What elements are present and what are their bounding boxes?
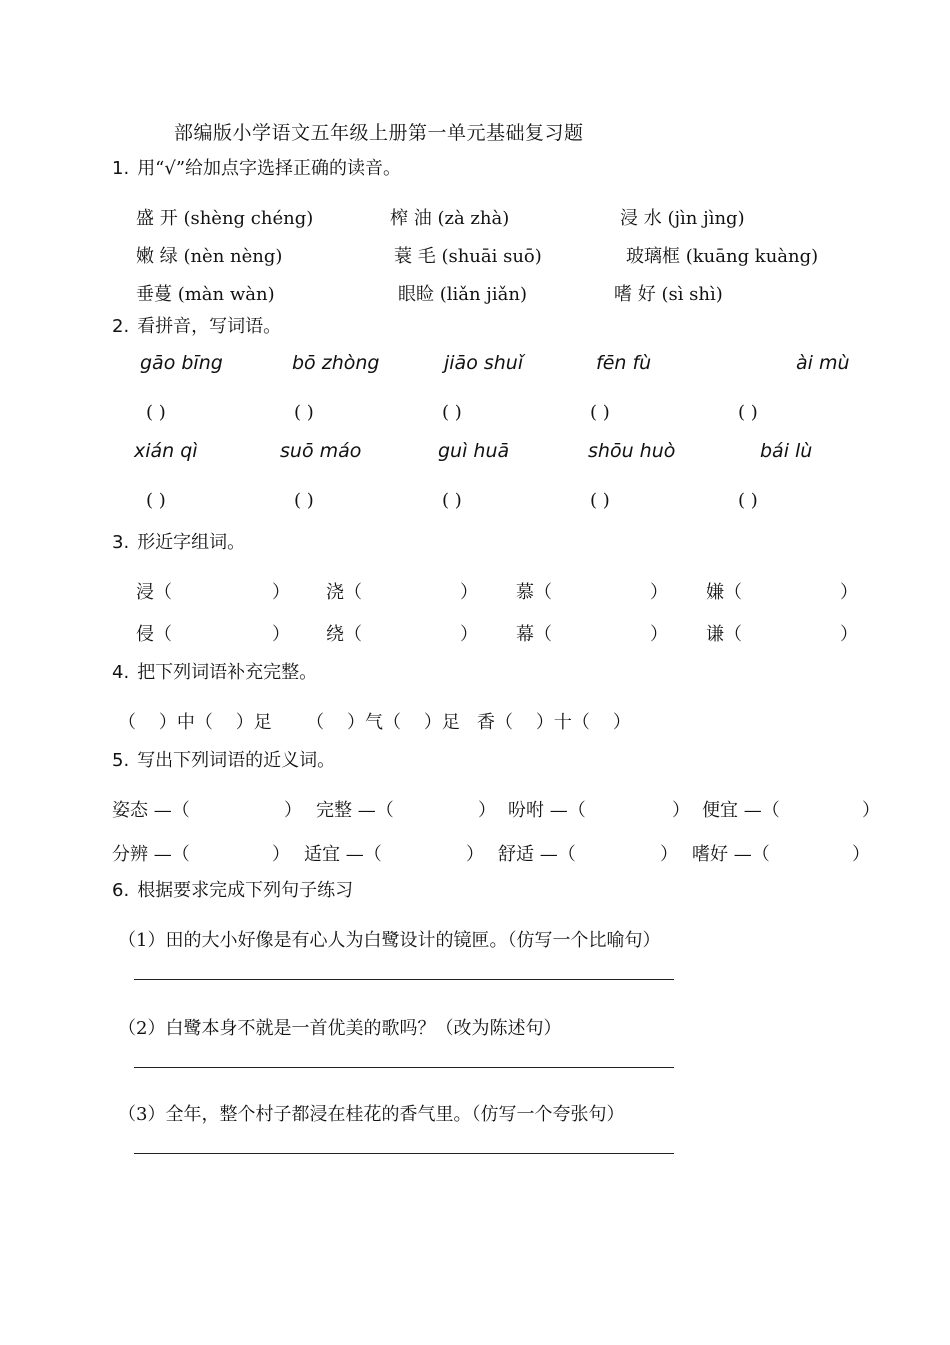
synonym-label: 完整 —（ — [316, 800, 394, 821]
answer-blank[interactable]: ( ) — [590, 402, 610, 423]
synonym-label: 吩咐 —（ — [508, 800, 586, 821]
word-blank-label: 浇（ — [326, 582, 362, 603]
close-paren: ） — [272, 624, 290, 645]
question-text: 写出下列词语的近义词。 — [137, 750, 336, 771]
pinyin-choice[interactable]: 嗜 好 (sì shì) — [614, 284, 723, 305]
word-blank-label: 谦（ — [706, 624, 742, 645]
answer-blank[interactable]: ( ) — [738, 490, 758, 511]
pinyin-word: guì huā — [438, 440, 510, 462]
word-blank-label: 幕（ — [516, 624, 552, 645]
pinyin-word: gāo bīng — [140, 352, 223, 374]
pinyin-word: ài mù — [796, 352, 850, 374]
close-paren: ） — [650, 624, 668, 645]
word-blank-label: 侵（ — [136, 624, 172, 645]
pinyin-choice[interactable]: 浸 水 (jìn jìng) — [620, 208, 745, 229]
answer-line[interactable] — [134, 1153, 674, 1154]
pinyin-choice[interactable]: 盛 开 (shèng chéng) — [136, 208, 314, 229]
word-blank-label: 浸（ — [136, 582, 172, 603]
sentence-item: （2）白鹭本身不就是一首优美的歌吗？（改为陈述句） — [118, 1018, 562, 1039]
close-paren: ） — [862, 800, 880, 821]
word-blank-label: 慕（ — [516, 582, 552, 603]
question-text: 形近字组词。 — [137, 532, 246, 553]
pinyin-choice[interactable]: 蓑 毛 (shuāi suō) — [394, 246, 542, 267]
answer-blank[interactable]: ( ) — [442, 402, 462, 423]
pinyin-choice[interactable]: 垂蔓 (màn wàn) — [136, 284, 275, 305]
answer-blank[interactable]: ( ) — [146, 402, 166, 423]
pinyin-word: bái lù — [760, 440, 813, 462]
question-text: 把下列词语补充完整。 — [137, 662, 318, 683]
pinyin-choice[interactable]: 眼睑 (liǎn jiǎn) — [398, 284, 527, 305]
pinyin-word: suō máo — [280, 440, 362, 462]
sentence-item: （3）全年，整个村子都浸在桂花的香气里。（仿写一个夸张句） — [118, 1104, 625, 1125]
question-number: 5. — [112, 750, 130, 771]
pinyin-choice[interactable]: 嫩 绿 (nèn nèng) — [136, 246, 283, 267]
synonym-label: 便宜 —（ — [702, 800, 780, 821]
close-paren: ） — [672, 800, 690, 821]
sentence-item: （1）田的大小好像是有心人为白鹭设计的镜匣。（仿写一个比喻句） — [118, 930, 661, 951]
synonym-label: 姿态 —（ — [112, 800, 190, 821]
close-paren: ） — [852, 844, 870, 865]
question-text: 根据要求完成下列句子练习 — [137, 880, 354, 901]
question-number: 2. — [112, 316, 130, 337]
pinyin-word: shōu huò — [588, 440, 676, 462]
pinyin-word: fēn fù — [596, 352, 652, 374]
close-paren: ） — [284, 800, 302, 821]
answer-blank[interactable]: ( ) — [294, 490, 314, 511]
synonym-label: 舒适 —（ — [498, 844, 576, 865]
synonym-label: 分辨 —（ — [112, 844, 190, 865]
page-title: 部编版小学语文五年级上册第一单元基础复习题 — [174, 122, 584, 144]
close-paren: ） — [478, 800, 496, 821]
close-paren: ） — [840, 582, 858, 603]
question-number: 4. — [112, 662, 130, 683]
close-paren: ） — [272, 582, 290, 603]
close-paren: ） — [466, 844, 484, 865]
answer-line[interactable] — [134, 979, 674, 980]
word-blank-label: 嫌（ — [706, 582, 742, 603]
synonym-label: 嗜好 —（ — [692, 844, 770, 865]
close-paren: ） — [460, 624, 478, 645]
answer-blank[interactable]: ( ) — [294, 402, 314, 423]
question-text: 用“√”给加点字选择正确的读音。 — [137, 158, 402, 179]
question-3 — [112, 528, 245, 554]
question-number: 3. — [112, 532, 130, 553]
answer-blank[interactable]: ( ) — [738, 402, 758, 423]
question-5 — [112, 746, 335, 772]
question-2 — [112, 312, 281, 338]
answer-blank[interactable]: ( ) — [590, 490, 610, 511]
close-paren: ） — [840, 624, 858, 645]
pinyin-word: jiāo shuǐ — [444, 352, 524, 374]
synonym-label: 适宜 —（ — [304, 844, 382, 865]
close-paren: ） — [272, 844, 290, 865]
idiom-fill-line[interactable]: （ ）中（ ）足 （ ）气（ ）足 香（ ）十（ ） — [118, 712, 631, 733]
pinyin-choice[interactable]: 玻璃框 (kuāng kuàng) — [626, 246, 819, 267]
question-text: 看拼音，写词语。 — [137, 316, 282, 337]
pinyin-word: xián qì — [134, 440, 198, 462]
answer-blank[interactable]: ( ) — [442, 490, 462, 511]
pinyin-word: bō zhòng — [292, 352, 380, 374]
question-number: 6. — [112, 880, 130, 901]
word-blank-label: 绕（ — [326, 624, 362, 645]
question-4 — [112, 658, 317, 684]
question-6 — [112, 876, 353, 902]
close-paren: ） — [460, 582, 478, 603]
pinyin-choice[interactable]: 榨 油 (zà zhà) — [390, 208, 510, 229]
close-paren: ） — [650, 582, 668, 603]
answer-blank[interactable]: ( ) — [146, 490, 166, 511]
answer-line[interactable] — [134, 1067, 674, 1068]
question-number: 1. — [112, 158, 130, 179]
question-1 — [112, 154, 401, 180]
close-paren: ） — [660, 844, 678, 865]
